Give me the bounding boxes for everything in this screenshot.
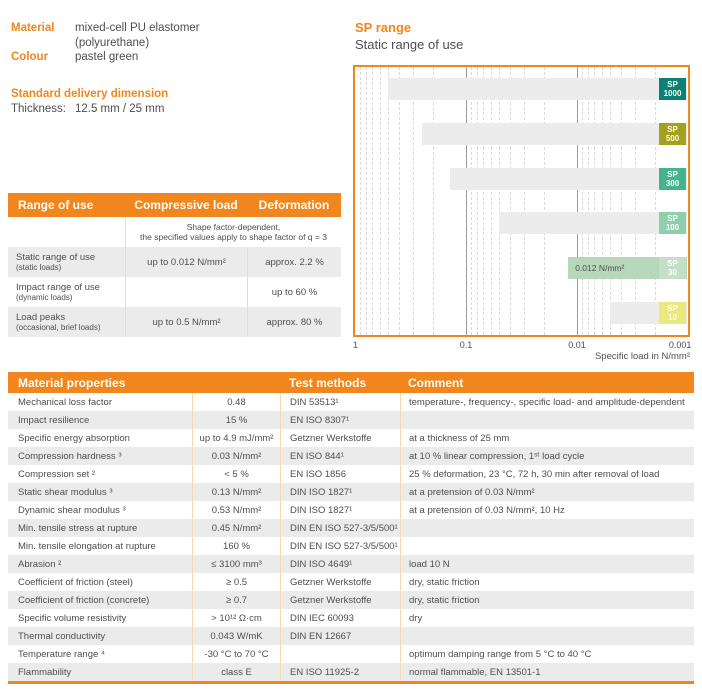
table-row (8, 555, 694, 573)
range-table-row (8, 307, 341, 337)
range-header-compressive-load: Compressive load (134, 198, 238, 212)
value-cell: > 10¹² Ω·cm (192, 609, 280, 627)
sp-badge-500 (659, 123, 686, 145)
sp-badge-30 (659, 257, 686, 279)
sp-badge-text: 1000 (663, 89, 682, 98)
table-row (8, 393, 694, 411)
range-row-name: Static range of use (16, 252, 96, 263)
value-cell: up to 4.9 mJ/mm² (192, 429, 280, 447)
material-info-block (11, 21, 200, 65)
sp-badge-text: 30 (668, 268, 677, 278)
property-cell: Abrasion ² (18, 558, 62, 570)
property-cell: Min. tensile stress at rupture (18, 522, 138, 534)
sp-badge-text: SP (667, 304, 678, 313)
range-row-load-cell: up to 0.012 N/mm² (125, 247, 247, 277)
colour-label: Colour (11, 51, 49, 63)
gridline-minor (477, 67, 478, 335)
delivery-dimension-block (11, 87, 168, 116)
comment-cell: at a pretension of 0.03 N/mm² (400, 483, 694, 501)
test-method-cell: DIN EN ISO 527-3/5/500¹ (280, 537, 400, 555)
sp-badge-text: 500 (665, 133, 680, 143)
value-cell: 15 % (192, 411, 280, 429)
comment-cell: optimum damping range from 5 °C to 40 °C (400, 645, 694, 663)
thickness-value: 12.5 mm / 25 mm (74, 102, 165, 115)
gridline-minor (399, 67, 400, 335)
chart-title: SP range (355, 20, 412, 35)
gridline-minor (635, 67, 636, 335)
test-method-cell: EN ISO 11925-2 (280, 663, 400, 681)
gridline-minor (366, 67, 367, 335)
table-row (8, 591, 694, 609)
value-cell: 0.53 N/mm² (192, 501, 280, 519)
property-cell: Static shear modulus ³ (18, 486, 113, 498)
range-header-range-of-use: Range of use (18, 198, 94, 212)
value-cell: < 5 % (192, 465, 280, 483)
test-method-cell: Getzner Werkstoffe (280, 591, 400, 609)
test-method-cell: DIN ISO 4649¹ (280, 555, 400, 573)
material-properties-table (8, 372, 694, 684)
range-row-deformation-cell: up to 60 % (247, 277, 341, 307)
properties-table-rows (8, 393, 694, 684)
comment-cell (400, 519, 694, 537)
sp-badge-text: 10 (668, 313, 677, 322)
table-row (8, 411, 694, 429)
test-method-cell: DIN ISO 1827¹ (280, 501, 400, 519)
range-table-row (8, 277, 341, 307)
gridline-minor (610, 67, 611, 335)
table-row (8, 663, 694, 681)
test-method-cell: DIN EN ISO 527-3/5/500¹ (280, 519, 400, 537)
thickness-label: Thickness: (11, 102, 66, 115)
value-cell: -30 °C to 70 °C (192, 645, 280, 663)
comment-cell: temperature-, frequency-, specific load- and amplitude-dependent (400, 393, 694, 411)
gridline-minor (582, 67, 583, 335)
range-of-use-table (8, 193, 341, 337)
chart-subtitle: Static range of use (355, 37, 464, 52)
range-row-name: Load peaks (16, 312, 66, 323)
range-row-subname: (occasional, brief loads) (16, 323, 101, 332)
properties-table-header (8, 372, 694, 393)
comment-cell (400, 411, 694, 429)
table-row (8, 483, 694, 501)
property-cell: Mechanical loss factor (18, 396, 112, 408)
property-cell: Compression set ² (18, 468, 96, 480)
property-cell: Specific energy absorption (18, 432, 130, 444)
range-table-row (8, 247, 341, 277)
gridline-minor (471, 67, 472, 335)
gridline-major (577, 67, 578, 335)
sp-badge-300 (659, 168, 686, 190)
colour-value: pastel green (75, 51, 139, 63)
test-method-cell: EN ISO 8307¹ (280, 411, 400, 429)
delivery-heading: Standard delivery dimension (11, 88, 169, 100)
sp-badge-text: SP (667, 214, 678, 224)
header-test-methods: Test methods (289, 375, 367, 390)
sp-badge-text: SP (667, 80, 678, 89)
property-cell: Compression hardness ³ (18, 450, 122, 462)
material-label: Material (11, 22, 55, 34)
sp-badge-text: SP (667, 124, 678, 134)
comment-cell: 25 % deformation, 23 °C, 72 h, 30 min after removal of load (400, 465, 694, 483)
range-row-name-cell (8, 307, 125, 337)
gridline-minor (655, 67, 656, 335)
value-cell: 0.043 W/mK (192, 627, 280, 645)
sp-bar (388, 78, 687, 100)
header-comment: Comment (408, 375, 464, 390)
table-row (8, 429, 694, 447)
gridline-minor (483, 67, 484, 335)
gridline-minor (544, 67, 545, 335)
test-method-cell: EN ISO 844¹ (280, 447, 400, 465)
sp-bar (422, 123, 687, 145)
comment-cell: dry, static friction (400, 591, 694, 609)
sp-badge-10 (659, 302, 686, 324)
value-cell: 0.03 N/mm² (192, 447, 280, 465)
range-table-rows (8, 247, 341, 337)
test-method-cell: Getzner Werkstoffe (280, 573, 400, 591)
sp-badge-text: 300 (665, 178, 680, 188)
gridline-minor (491, 67, 492, 335)
gridline-major (466, 67, 467, 335)
comment-cell: load 10 N (400, 555, 694, 573)
property-cell: Dynamic shear modulus ³ (18, 504, 126, 516)
x-tick-label: 0.01 (568, 340, 586, 350)
sp-badge-text: SP (667, 169, 678, 179)
comment-cell (400, 627, 694, 645)
gridline-minor (433, 67, 434, 335)
property-cell: Flammability (18, 666, 72, 678)
test-method-cell (280, 645, 400, 663)
shape-factor-note-row (8, 217, 341, 247)
gridline-minor (594, 67, 595, 335)
comment-cell: at 10 % linear compression, 1ˢᵗ load cycle (400, 447, 694, 465)
material-value-line1: mixed-cell PU elastomer (75, 22, 200, 34)
property-cell: Coefficient of friction (steel) (18, 576, 133, 588)
value-cell: 160 % (192, 537, 280, 555)
table-row (8, 465, 694, 483)
x-tick-label: 0.1 (459, 340, 473, 350)
table-row (8, 627, 694, 645)
bar-annotation: 0.012 N/mm² (575, 263, 625, 274)
property-cell: Specific volume resistivity (18, 612, 127, 624)
sp-badge-text: SP (667, 259, 678, 269)
range-row-load-cell (125, 277, 247, 307)
sp-badge-text: 100 (665, 223, 680, 233)
table-row (8, 501, 694, 519)
comment-cell: at a pretension of 0.03 N/mm², 10 Hz (400, 501, 694, 519)
property-cell: Coefficient of friction (concrete) (18, 594, 150, 606)
gridline-minor (380, 67, 381, 335)
comment-cell: at a thickness of 25 mm (400, 429, 694, 447)
sp-bar (450, 168, 687, 190)
table-row (8, 609, 694, 627)
gridline-minor (524, 67, 525, 335)
gridline-minor (360, 67, 361, 335)
range-row-name-cell (8, 277, 125, 307)
value-cell: 0.45 N/mm² (192, 519, 280, 537)
sp-range-chart (353, 65, 690, 337)
property-cell: Thermal conductivity (18, 630, 106, 642)
range-table-header (8, 193, 341, 217)
x-tick-label: 0.001 (668, 340, 692, 350)
test-method-cell: DIN ISO 1827¹ (280, 483, 400, 501)
shape-factor-note: Shape factor-dependent, the specified values apply to shape factor of q = 3 (125, 217, 341, 247)
chart-x-axis-label: Specific load in N/mm² (594, 351, 690, 362)
sp-badge-1000 (659, 78, 686, 100)
value-cell: 0.13 N/mm² (192, 483, 280, 501)
table-row (8, 447, 694, 465)
gridline-minor (499, 67, 500, 335)
range-header-deformation: Deformation (258, 198, 330, 212)
value-cell: 0.48 (192, 393, 280, 411)
material-value-line2: (polyurethane) (75, 36, 150, 49)
table-row (8, 519, 694, 537)
table-row (8, 537, 694, 555)
comment-cell: normal flammable, EN 13501-1 (400, 663, 694, 681)
test-method-cell: DIN 53513¹ (280, 393, 400, 411)
range-row-subname: (static loads) (16, 263, 62, 272)
comment-cell: dry, static friction (400, 573, 694, 591)
property-cell: Impact resilience (18, 414, 90, 426)
range-row-deformation-cell: approx. 2.2 % (247, 247, 341, 277)
comment-cell: dry (400, 609, 694, 627)
x-tick-label: 1 (352, 340, 359, 350)
value-cell: ≥ 0.7 (192, 591, 280, 609)
gridline-minor (588, 67, 589, 335)
gridline-minor (621, 67, 622, 335)
range-row-deformation-cell: approx. 80 % (247, 307, 341, 337)
table-row (8, 573, 694, 591)
gridline-minor (602, 67, 603, 335)
gridline-minor (388, 67, 389, 335)
test-method-cell: EN ISO 1856 (280, 465, 400, 483)
header-material-properties: Material properties (18, 375, 126, 390)
gridline-minor (413, 67, 414, 335)
table-row (8, 645, 694, 663)
comment-cell (400, 537, 694, 555)
value-cell: class E (192, 663, 280, 681)
range-row-load-cell: up to 0.5 N/mm² (125, 307, 247, 337)
gridline-minor (510, 67, 511, 335)
value-cell: ≤ 3100 mm³ (192, 555, 280, 573)
property-cell: Min. tensile elongation at rupture (18, 540, 156, 552)
range-row-subname: (dynamic loads) (16, 293, 73, 302)
property-cell: Temperature range ⁴ (18, 648, 105, 660)
test-method-cell: DIN IEC 60093 (280, 609, 400, 627)
test-method-cell: Getzner Werkstoffe (280, 429, 400, 447)
gridline-minor (372, 67, 373, 335)
sp-badge-100 (659, 212, 686, 234)
test-method-cell: DIN EN 12667 (280, 627, 400, 645)
value-cell: ≥ 0.5 (192, 573, 280, 591)
range-row-name: Impact range of use (16, 282, 100, 293)
range-row-name-cell (8, 247, 125, 277)
